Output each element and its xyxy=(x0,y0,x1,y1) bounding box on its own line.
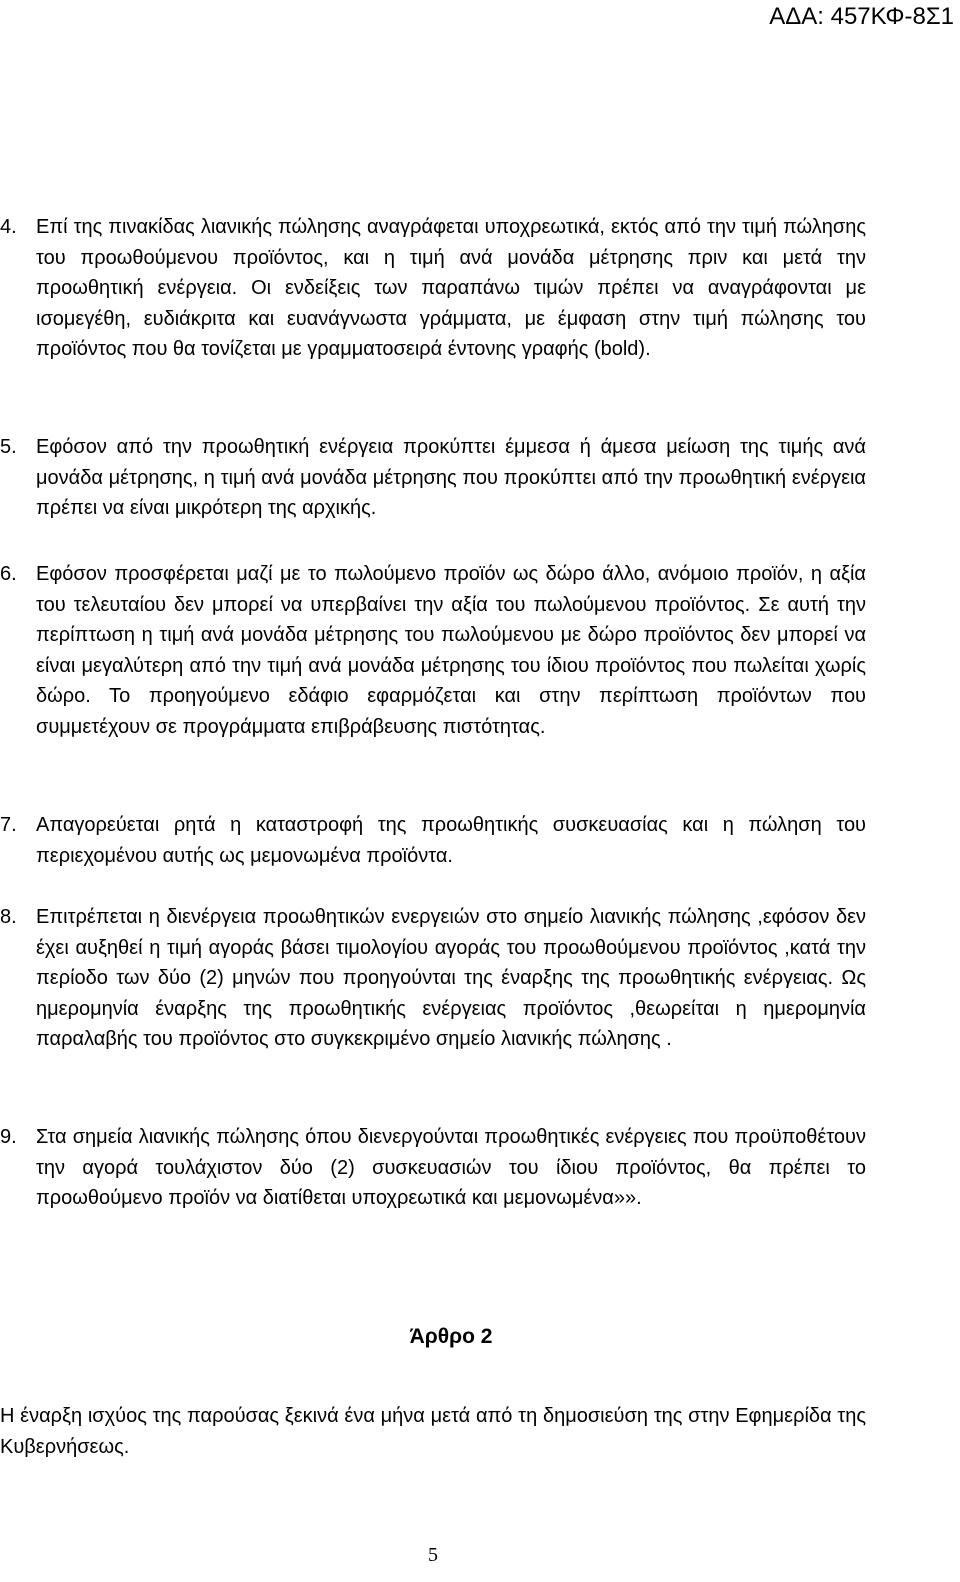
list-item-6 xyxy=(0,559,866,742)
item-text: Εφόσον από την προωθητική ενέργεια προκύπτει έμμεσα ή άμεσα μείωση της τιμής ανά μονάδα μέτρησης, η τιμή ανά μονάδα μέτρησης που προκύπτει από την προωθητική ενέργεια πρέπει να είναι μικρότερη της αρχικής. xyxy=(36,436,866,519)
item-text: Στα σημεία λιανικής πώλησης όπου διενεργούνται προωθητικές ενέργειες που προϋποθέτουν την αγορά τουλάχιστον δύο (2) συσκευασιών του ίδιου προϊόντος, θα πρέπει το προωθούμενο προϊόν να διατίθεται υποχρεωτικά και μεμονωμένα»». xyxy=(36,1126,866,1209)
item-text: Εφόσον προσφέρεται μαζί με το πωλούμενο προϊόν ως δώρο άλλο, ανόμοιο προϊόν, η αξία του τελευταίου δεν μπορεί να υπερβαίνει την αξία του πωλούμενου προϊόντος. Σε αυτή την περίπτωση η τιμή ανά μονάδα μέτρησης του πωλούμενου με δώρο προϊόντος δεν μπορεί να είναι μεγαλύτερη από την τιμή ανά μονάδα μέτρησης του ίδιου προϊόντος που πωλείται χωρίς δώρο. Το προηγούμενο εδάφιο εφαρμόζεται και στην περίπτωση προϊόντων που συμμετέχουν σε προγράμματα επιβράβευσης πιστότητας. xyxy=(36,563,866,738)
item-number: 7. xyxy=(0,814,17,836)
item-number: 6. xyxy=(0,563,17,585)
list-item-9 xyxy=(0,1122,866,1214)
item-text: Επιτρέπεται η διενέργεια προωθητικών ενεργειών στο σημείο λιανικής πώλησης ,εφόσον δεν έχει αυξηθεί η τιμή αγοράς βάσει τιμολογίου αγοράς του προωθούμενου προϊόντος ,κατά την περίοδο των δύο (2) μηνών που προηγούνται της έναρξης της προωθητικής ενέργειας. Ως ημερομηνία έναρξης της προωθητικής ενέργειας προϊόντος ,θεωρείται η ημερομηνία παραλαβής του προϊόντος στο συγκεκριμένο σημείο λιανικής πώλησης . xyxy=(36,906,866,1050)
article-text: Η έναρξη ισχύος της παρούσας ξεκινά ένα μήνα μετά από τη δημοσιεύση της στην Εφημερίδα της Κυβερνήσεως. xyxy=(0,1405,866,1458)
item-number: 9. xyxy=(0,1126,17,1148)
article-title: Άρθρο 2 xyxy=(409,1325,493,1348)
item-number: 8. xyxy=(0,906,17,928)
page-number: 5 xyxy=(428,1544,438,1566)
list-item-7 xyxy=(0,810,866,871)
item-number: 4. xyxy=(0,216,17,238)
list-item-8 xyxy=(0,902,866,1055)
item-text: Απαγορεύεται ρητά η καταστροφή της προωθητικής συσκευασίας και η πώληση του περιεχομένου αυτής ως μεμονωμένα προϊόντα. xyxy=(36,814,866,867)
list-item-5 xyxy=(0,432,866,524)
ada-code: ΑΔΑ: 457ΚΦ-8Σ1 xyxy=(769,3,954,30)
list-item-4 xyxy=(0,212,866,365)
item-text: Επί της πινακίδας λιανικής πώλησης αναγράφεται υποχρεωτικά, εκτός από την τιμή πώλησης του προωθούμενου προϊόντος, και η τιμή ανά μονάδα μέτρησης πριν και μετά την προωθητική ενέργεια. Οι ενδείξεις των παραπάνω τιμών πρέπει να αναγράφονται με ισομεγέθη, ευδιάκριτα και ευανάγνωστα γράμματα, με έμφαση στην τιμή πώλησης του προϊόντος που θα τονίζεται με γραμματοσειρά έντονης γραφής (bold). xyxy=(36,216,866,360)
item-number: 5. xyxy=(0,436,17,458)
